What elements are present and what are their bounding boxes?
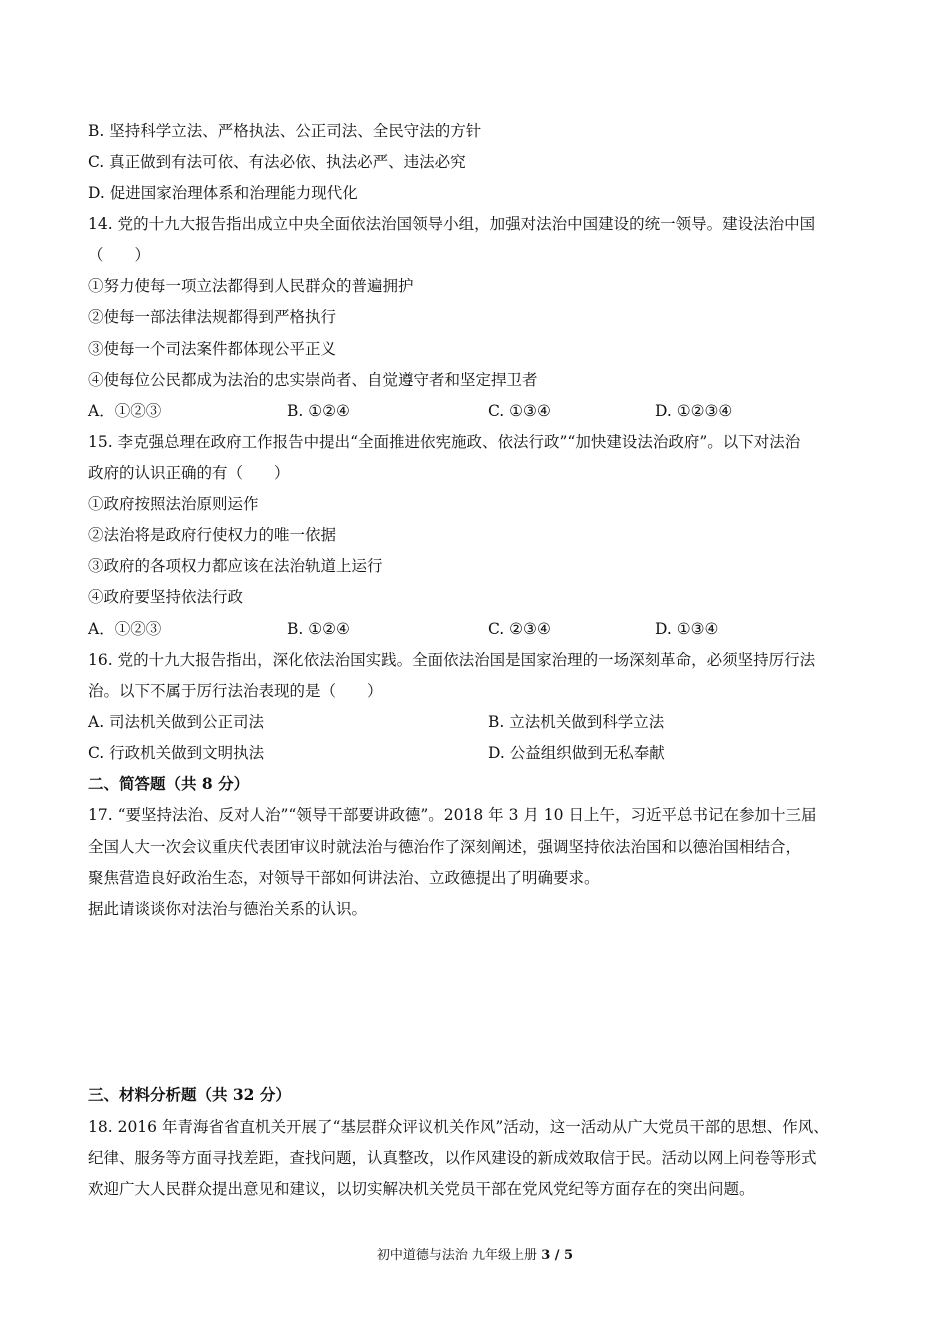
page-number: 3 / 5 <box>541 1248 574 1263</box>
q14-option-b: B. ①②④ <box>287 402 350 420</box>
q18-line-2: 纪律、服务等方面寻找差距，查找问题，认真整改，以作风建设的新成效取信于民。活动以网上问卷等形式 <box>88 1149 817 1167</box>
q15-stem-line-2: 政府的认识正确的有（ ） <box>88 464 290 482</box>
q16-option-d: D. 公益组织做到无私奉献 <box>488 744 665 762</box>
q14-item-4: ④使每位公民都成为法治的忠实崇尚者、自觉遵守者和坚定捍卫者 <box>88 371 538 389</box>
q15-option-d: D. ①③④ <box>655 620 719 638</box>
q16-option-b: B. 立法机关做到科学立法 <box>488 713 665 731</box>
q16-stem-line-1: 16. 党的十九大报告指出，深化依法治国实践。全面依法治国是国家治理的一场深刻革命，必须坚持厉行法 <box>88 651 816 669</box>
q14-option-d: D. ①②③④ <box>655 402 733 420</box>
q18-line-1: 18. 2016 年青海省省直机关开展了“基层群众评议机关作风”活动，这一活动从广大党员干部的思想、作风、 <box>88 1118 829 1136</box>
q14-item-1: ①努力使每一项立法都得到人民群众的普遍拥护 <box>88 277 414 295</box>
q15-option-c: C. ②③④ <box>488 620 551 638</box>
section-3-heading: 三、材料分析题（共 32 分） <box>88 1085 291 1104</box>
q17-line-1: 17. “要坚持法治、反对人治”“领导干部要讲政德”。2018 年 3 月 10 日上午，习近平总书记在参加十三届 <box>88 806 817 824</box>
q14-option-a: A．①②③ <box>88 402 162 420</box>
q17-line-2: 全国人大一次会议重庆代表团审议时就法治与德治作了深刻阐述，强调坚持依法治国和以德治国相结合， <box>88 838 802 856</box>
q13-option-c: C. 真正做到有法可依、有法必依、执法必严、违法必究 <box>88 153 466 171</box>
q15-item-2: ②法治将是政府行使权力的唯一依据 <box>88 526 337 544</box>
q15-item-1: ①政府按照法治原则运作 <box>88 495 259 513</box>
q14-option-c: C. ①③④ <box>488 402 551 420</box>
q14-stem-line-1: 14. 党的十九大报告指出成立中央全面依法治国领导小组，加强对法治中国建设的统一领导。建设法治中国 <box>88 215 816 233</box>
q17-line-3: 聚焦营造良好政治生态，对领导干部如何讲法治、立政德提出了明确要求。 <box>88 869 600 887</box>
q16-option-c: C. 行政机关做到文明执法 <box>88 744 265 762</box>
q15-item-4: ④政府要坚持依法行政 <box>88 588 244 606</box>
q14-item-3: ③使每一个司法案件都体现公平正义 <box>88 340 337 358</box>
q14-item-2: ②使每一部法律法规都得到严格执行 <box>88 308 337 326</box>
q13-option-d: D. 促进国家治理体系和治理能力现代化 <box>88 184 358 202</box>
q15-stem-line-1: 15. 李克强总理在政府工作报告中提出“全面推进依宪施政、依法行政”“加快建设法治政府”。以下对法治 <box>88 433 801 451</box>
q16-option-a: A. 司法机关做到公正司法 <box>88 713 265 731</box>
q15-option-a: A．①②③ <box>88 620 162 638</box>
q15-option-b: B. ①②④ <box>287 620 350 638</box>
q14-stem-line-2: （ ） <box>88 246 151 264</box>
page-footer <box>0 1247 950 1265</box>
q18-line-3: 欢迎广大人民群众提出意见和建议，以切实解决机关党员干部在党风党纪等方面存在的突出问题。 <box>88 1180 755 1198</box>
footer-title: 初中道德与法治 九年级上册 <box>376 1248 542 1263</box>
section-2-heading: 二、简答题（共 8 分） <box>88 774 250 793</box>
q13-option-b: B. 坚持科学立法、严格执法、公正司法、全民守法的方针 <box>88 122 482 140</box>
q16-stem-line-2: 治。以下不属于厉行法治表现的是（ ） <box>88 682 383 700</box>
q17-question: 据此请谈谈你对法治与德治关系的认识。 <box>88 900 368 918</box>
q15-item-3: ③政府的各项权力都应该在法治轨道上运行 <box>88 557 383 575</box>
